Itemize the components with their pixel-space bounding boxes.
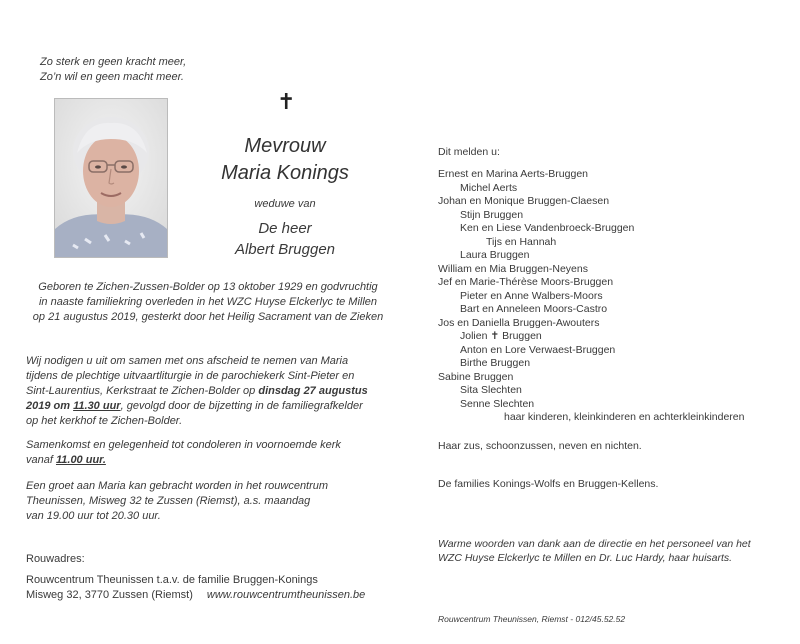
- poem-line: Zo sterk en geen kracht meer,: [40, 56, 187, 68]
- invitation-text: [26, 354, 378, 429]
- family-member: Tijs en Hannah: [486, 235, 557, 248]
- invite-line: [26, 399, 378, 414]
- greeting-text: [26, 479, 378, 524]
- family-member: Johan en Monique Bruggen-Claesen: [438, 195, 610, 207]
- birth-line: op 21 augustus 2019, gesterkt door het Heilig Sacrament van de Zieken: [32, 311, 384, 323]
- condolence-line: [26, 453, 378, 468]
- widow-of: weduwe van: [254, 198, 316, 210]
- family-member: Jolien ✝ Bruggen: [460, 330, 542, 342]
- deceased-heading: [180, 133, 390, 187]
- poem: [40, 55, 186, 85]
- family-member: Bart en Anneleen Moors-Castro: [460, 303, 608, 315]
- thanks-line: Warme woorden van dank aan de directie en het personeel van het: [438, 538, 751, 550]
- rouwadres-line: Rouwcentrum Theunissen t.a.v. de familie Bruggen-Konings: [26, 574, 318, 586]
- family-member: Ken en Liese Vandenbroeck-Bruggen: [460, 222, 635, 234]
- invite-line: tijdens de plechtige uitvaartliturgie in de parochiekerk Sint-Pieter en: [26, 370, 355, 382]
- rouwadres: [26, 552, 406, 603]
- thanks-text: [438, 538, 778, 565]
- birth-line: in naaste familiekring overleden in het WZC Huyse Elckerlyc te Millen: [38, 296, 378, 308]
- family-member: Pieter en Anne Walbers-Moors: [460, 289, 603, 302]
- family-intro: Dit melden u:: [438, 146, 500, 158]
- family-member: Michel Aerts: [460, 181, 518, 194]
- portrait-photo: [54, 98, 168, 258]
- funeral-date: dinsdag 27 augustus: [258, 385, 368, 397]
- husband-title: De heer: [258, 220, 312, 237]
- rouwadres-line: [26, 588, 406, 603]
- family-member: Laura Bruggen: [460, 249, 530, 261]
- deceased-name: Maria Konings: [221, 162, 349, 184]
- family-member: Senne Slechten: [460, 397, 535, 410]
- family-member: Sabine Bruggen: [438, 370, 514, 383]
- invite-line: [26, 384, 378, 399]
- rouwadres-address: Misweg 32, 3770 Zussen (Riemst): [26, 589, 193, 601]
- invite-text: , gevolgd door de bijzetting in de familiegrafkelder: [120, 400, 363, 412]
- condolence-time: 11.00 uur.: [55, 454, 106, 466]
- husband-block: [180, 218, 390, 260]
- family-member: Stijn Bruggen: [460, 208, 524, 221]
- condolence-text: [26, 438, 378, 468]
- title: Mevrouw: [244, 135, 326, 157]
- invite-line: Wij nodigen u uit om samen met ons afscheid te nemen van Maria: [26, 355, 349, 367]
- footer: Rouwcentrum Theunissen, Riemst - 012/45.52.52: [438, 614, 626, 624]
- funeral-time: 11.30 uur: [73, 400, 121, 412]
- siblings-line: Haar zus, schoonzussen, neven en nichten.: [438, 440, 642, 452]
- invite-line: op het kerkhof te Zichen-Bolder.: [26, 415, 183, 427]
- families-line: De families Konings-Wolfs en Bruggen-Kellens.: [438, 478, 659, 490]
- condolence-text: vanaf: [26, 454, 56, 466]
- birth-text: [22, 280, 394, 325]
- family-member: Jef en Marie-Thérèse Moors-Bruggen: [438, 276, 614, 288]
- family-member: Jos en Daniella Bruggen-Awouters: [438, 316, 600, 329]
- funeral-date: 2019 om: [26, 400, 74, 412]
- birth-line: Geboren te Zichen-Zussen-Bolder op 13 oktober 1929 en godvruchtig: [38, 281, 378, 293]
- greeting-line: Theunissen, Misweg 32 te Zussen (Riemst), a.s. maandag: [26, 495, 311, 507]
- family-member: Anton en Lore Verwaest-Bruggen: [460, 343, 616, 356]
- family-member: haar kinderen, kleinkinderen en achterkleinkinderen: [504, 411, 745, 423]
- poem-line: Zo’n wil en geen macht meer.: [40, 71, 184, 83]
- thanks-line: WZC Huyse Elckerlyc te Millen en Dr. Luc Hardy, haar huisarts.: [438, 551, 733, 564]
- website-link[interactable]: www.rouwcentrumtheunissen.be: [206, 589, 366, 601]
- husband-name: Albert Bruggen: [234, 241, 336, 258]
- family-member: Ernest en Marina Aerts-Bruggen: [438, 168, 588, 180]
- cross-icon: ✝: [277, 90, 296, 115]
- invite-text: Sint-Laurentius, Kerkstraat te Zichen-Bolder op: [26, 385, 259, 397]
- family-list: [438, 168, 778, 425]
- condolence-line: Samenkomst en gelegenheid tot condoleren in voornoemde kerk: [26, 439, 341, 451]
- greeting-line: van 19.00 uur tot 20.30 uur.: [26, 510, 161, 522]
- rouwadres-label: Rouwadres:: [26, 553, 85, 565]
- greeting-line: Een groet aan Maria kan gebracht worden in het rouwcentrum: [26, 480, 329, 492]
- family-member: Birthe Bruggen: [460, 357, 531, 369]
- family-member: William en Mia Bruggen-Neyens: [438, 262, 588, 275]
- family-member: Sita Slechten: [460, 384, 522, 396]
